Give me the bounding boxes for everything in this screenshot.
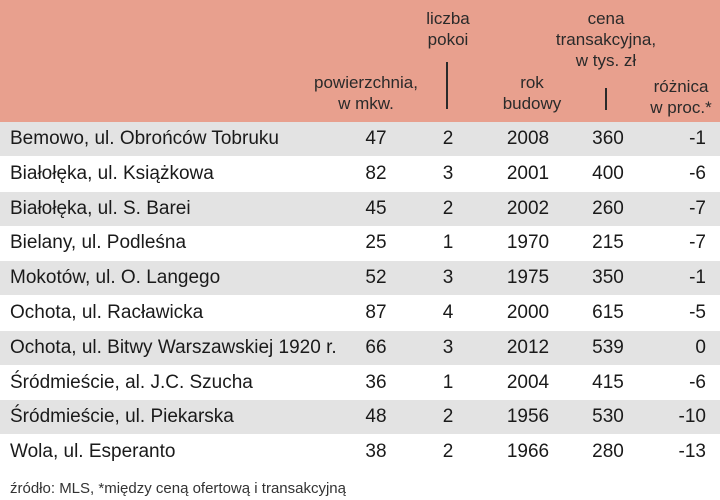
- area-cell: 36: [365, 371, 387, 393]
- diff-cell: -5: [689, 302, 706, 323]
- rooms-cell: 3: [442, 162, 454, 184]
- location-cell: Mokotów, ul. O. Langego: [10, 267, 221, 289]
- diff-cell: -1: [689, 128, 706, 149]
- diff-cell: -7: [689, 197, 706, 219]
- table-row: [0, 261, 720, 295]
- area-cell: 87: [365, 302, 387, 323]
- area-cell: 25: [365, 232, 387, 254]
- area-cell: 48: [365, 406, 387, 428]
- price-cell: 415: [592, 371, 624, 393]
- price-cell: 539: [592, 336, 624, 358]
- rooms-leader-line: [446, 62, 448, 109]
- table-row: [0, 157, 720, 191]
- rooms-cell: 2: [442, 128, 454, 149]
- price-cell: 615: [592, 302, 624, 323]
- location-cell: Białołęka, ul. S. Barei: [10, 197, 191, 219]
- year-cell: 2008: [506, 128, 550, 149]
- table-row: [0, 400, 720, 434]
- rooms-cell: 1: [442, 232, 454, 254]
- year-cell: 2002: [506, 197, 550, 219]
- table-row: [0, 331, 720, 365]
- table-row: [0, 296, 720, 330]
- rooms-cell: 3: [442, 336, 454, 358]
- price-cell: 215: [592, 232, 624, 254]
- area-cell: 38: [365, 441, 387, 463]
- area-cell: 47: [365, 128, 387, 149]
- location-cell: Ochota, ul. Racławicka: [10, 302, 204, 323]
- rooms-cell: 2: [442, 197, 454, 219]
- year-cell: 2001: [506, 162, 550, 184]
- header-rooms: liczba pokoi: [426, 9, 470, 49]
- price-cell: 280: [592, 441, 624, 463]
- location-cell: Śródmieście, ul. Piekarska: [10, 406, 234, 428]
- diff-cell: -7: [689, 232, 706, 254]
- header-price: cena transakcyjna, w tys. zł: [555, 9, 657, 70]
- diff-cell: -1: [689, 267, 706, 289]
- year-cell: 2012: [506, 336, 550, 358]
- header-area: powierzchnia, w mkw.: [314, 73, 418, 113]
- rooms-cell: 2: [442, 441, 454, 463]
- area-cell: 66: [365, 336, 387, 358]
- diff-cell: 0: [695, 336, 706, 358]
- table-header: [0, 0, 720, 122]
- year-cell: 2004: [506, 371, 550, 393]
- location-cell: Bemowo, ul. Obrońców Tobruku: [10, 128, 279, 149]
- header-diff: różnica w proc.*: [650, 77, 712, 117]
- year-cell: 1956: [506, 406, 550, 428]
- year-cell: 1970: [506, 232, 550, 254]
- year-cell: 2000: [506, 302, 550, 323]
- rooms-cell: 4: [442, 302, 454, 323]
- location-cell: Śródmieście, al. J.C. Szucha: [10, 371, 253, 393]
- rooms-cell: 2: [442, 406, 454, 428]
- area-cell: 52: [365, 267, 387, 289]
- diff-cell: -10: [678, 406, 706, 428]
- price-cell: 350: [592, 267, 624, 289]
- location-cell: Bielany, ul. Podleśna: [10, 232, 187, 254]
- area-cell: 45: [365, 197, 387, 219]
- price-cell: 260: [592, 197, 624, 219]
- diff-cell: -13: [678, 441, 706, 463]
- location-cell: Białołęka, ul. Książkowa: [10, 162, 214, 184]
- table-row: [0, 435, 720, 469]
- year-cell: 1966: [506, 441, 550, 463]
- rooms-cell: 3: [442, 267, 454, 289]
- source-footnote: źródło: MLS, *między ceną ofertową i transakcyjną: [10, 480, 346, 497]
- year-cell: 1975: [506, 267, 550, 289]
- table-row: [0, 122, 720, 156]
- rooms-cell: 1: [442, 371, 454, 393]
- price-cell: 360: [592, 128, 624, 149]
- location-cell: Wola, ul. Esperanto: [10, 441, 176, 463]
- table-row: [0, 366, 720, 400]
- price-cell: 400: [592, 162, 624, 184]
- table-row: [0, 192, 720, 226]
- header-year: rok budowy: [502, 73, 562, 113]
- table-row: [0, 226, 720, 260]
- area-cell: 82: [365, 162, 387, 184]
- location-cell: Ochota, ul. Bitwy Warszawskiej 1920 r.: [10, 336, 337, 358]
- price-leader-line: [605, 88, 607, 110]
- price-cell: 530: [592, 406, 624, 428]
- diff-cell: -6: [689, 371, 706, 393]
- diff-cell: -6: [689, 162, 706, 184]
